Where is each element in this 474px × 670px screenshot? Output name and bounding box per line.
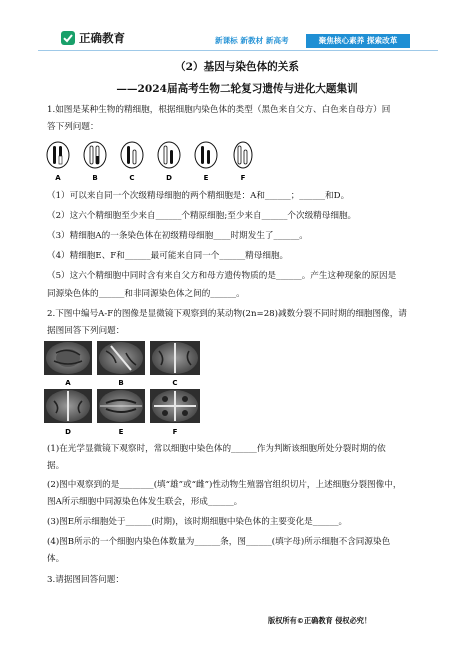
q2-intro-2: 据图回答下列问题： bbox=[47, 326, 125, 336]
q1-sub-2: （2）这六个精细胞至少来自______个精原细胞;至少来自______个次级精母细胞。 bbox=[47, 211, 357, 221]
sperm-cells-figure bbox=[43, 139, 253, 183]
q1-sub-1: （1）可以来自同一个次级精母细胞的两个精细胞是：A和______；______和D。 bbox=[47, 191, 350, 201]
q3-intro: 3.请据图回答问题： bbox=[47, 575, 124, 585]
cell-label-f: F bbox=[240, 174, 246, 182]
cell-label-e: E bbox=[203, 174, 209, 182]
header-divider bbox=[38, 50, 438, 51]
doc-subtitle: ——2024届高考生物二轮复习遗传与进化大题集训 bbox=[116, 83, 358, 95]
q2-sub-2a: (2)图中观察到的是________(填“雄”或“雌”)性动物生殖器官组织切片，上述细胞分裂图像中， bbox=[47, 480, 402, 490]
q1-intro-2: 答下列问题： bbox=[47, 122, 99, 132]
micro-label-e: E bbox=[118, 428, 124, 436]
q2-sub-1: (1)在光学显微镜下观察时，常以细胞中染色体的______作为判断该细胞所处分裂时期的依 bbox=[47, 444, 386, 454]
micro-label-c: C bbox=[172, 379, 178, 387]
brand-name: 正确教育 bbox=[79, 31, 125, 45]
logo-icon bbox=[61, 31, 75, 45]
copyright-footer: 版权所有©正确教育 侵权必究！ bbox=[268, 616, 372, 625]
micrograph-c bbox=[150, 341, 200, 375]
q1-intro-1: 1.如图是某种生物的精细胞，根据细胞内染色体的类型（黑色来自父方、白色来自母方）回 bbox=[47, 105, 391, 115]
micrograph-f bbox=[150, 389, 200, 423]
q1-sub-4: （4）精细胞E、F和______最可能来自同一个______精母细胞。 bbox=[47, 251, 289, 261]
micrograph-a bbox=[44, 341, 92, 375]
micrograph-d bbox=[44, 389, 92, 423]
q2-intro-1: 2.下图中编号A-F的图像是显微镜下观察到的某动物(2n=28)减数分裂不同时期的细胞图像，请 bbox=[47, 309, 407, 319]
q1-sub-3: （3）精细胞A的一条染色体在初级精母细胞____时期发生了______。 bbox=[47, 231, 308, 241]
q2-sub-3: (3)图E所示细胞处于______(时期)，该时期细胞中染色体的主要变化是______。 bbox=[47, 517, 348, 527]
doc-title: （2）基因与染色体的关系 bbox=[175, 61, 299, 73]
q2-sub-4b: 体。 bbox=[47, 554, 65, 564]
cell-D bbox=[158, 142, 180, 168]
cell-B bbox=[84, 142, 106, 168]
micro-label-a: A bbox=[65, 379, 71, 387]
q1-sub-5a: （5）这六个精细胞中同时含有来自父方和母方遗传物质的是______。产生这种现象的原因是 bbox=[47, 271, 397, 281]
q2-sub-1b: 据。 bbox=[47, 461, 65, 471]
micrograph-figure bbox=[44, 341, 200, 437]
cell-label-d: D bbox=[166, 174, 172, 182]
cell-label-a: A bbox=[55, 174, 61, 182]
micro-label-d: D bbox=[65, 428, 71, 436]
q1-sub-5b: 同源染色体的______和非同源染色体之间的______。 bbox=[47, 289, 245, 299]
micrograph-b bbox=[97, 341, 145, 375]
q2-sub-4a: (4)图B所示的一个细胞内染色体数量为______条，图______(填字母)所示细胞不含同源染色 bbox=[47, 537, 391, 547]
micro-label-b: B bbox=[118, 379, 124, 387]
cell-A bbox=[47, 142, 69, 168]
header-pill: 聚焦核心素养 探索改革 bbox=[306, 34, 410, 48]
cell-label-c: C bbox=[129, 174, 135, 182]
cell-C bbox=[121, 142, 143, 168]
q2-sub-2b: 图A所示细胞中同源染色体发生联会，形成______。 bbox=[47, 497, 243, 507]
cell-E bbox=[195, 142, 217, 168]
cell-label-b: B bbox=[92, 174, 98, 182]
header-tags: 新课标 新教材 新高考 bbox=[215, 36, 289, 45]
micro-label-f: F bbox=[172, 428, 178, 436]
micrograph-e bbox=[97, 389, 145, 423]
cell-F bbox=[234, 142, 252, 168]
